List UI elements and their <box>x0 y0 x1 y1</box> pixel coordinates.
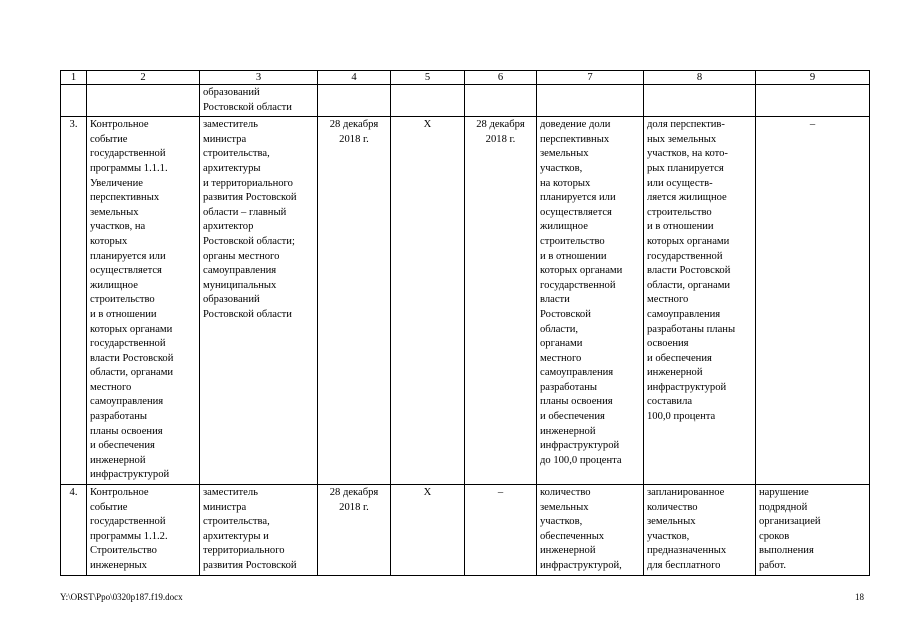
header-cell: 8 <box>644 71 756 85</box>
cell-text-line: – <box>809 119 816 131</box>
table-cell-2 <box>87 485 200 576</box>
cell-text-line: области – главный <box>203 206 287 218</box>
column-number-row <box>61 71 870 85</box>
file-path-footer: Y:\ORST\Ppo\0320p187.f19.docx <box>60 592 183 602</box>
cell-text-line: и обеспечения <box>647 352 712 364</box>
cell-text-line: министра <box>203 133 247 145</box>
cell-text-line: инженерной <box>540 545 596 557</box>
cell-text-line: обеспеченных <box>540 530 605 542</box>
cell-text-line: органами <box>540 338 583 350</box>
cell-text-line: ных земельных <box>647 133 717 145</box>
cell-text-line: на которых <box>540 177 591 189</box>
cell-text-line: власти <box>540 294 570 306</box>
cell-text-line: государственной <box>90 338 166 350</box>
cell-text-line: заместитель <box>203 487 259 499</box>
cell-text-line: событие <box>90 133 128 145</box>
cell-text-line: Ростовской области; <box>203 235 295 247</box>
cell-text-line: государственной <box>647 250 723 262</box>
header-cell: 2 <box>87 71 200 85</box>
table-body <box>61 71 870 576</box>
cell-text-line: планы освоения <box>540 396 613 408</box>
table-row <box>61 485 870 576</box>
cell-text-line: местного <box>90 381 132 393</box>
cell-text-line: Строительство <box>90 545 157 557</box>
table-cell-3 <box>200 485 318 576</box>
cell-text-line: самоуправления <box>647 308 721 320</box>
cell-text-line: 28 декабря <box>476 119 525 131</box>
cell-text-line: программы 1.1.2. <box>90 530 168 542</box>
header-cell: 7 <box>537 71 644 85</box>
cell-text-line: доведение доли <box>540 119 611 131</box>
cell-text-line: 2018 г. <box>485 133 516 145</box>
table-cell-4 <box>318 485 391 576</box>
cell-text-line: жилищное <box>90 279 138 291</box>
cell-text-line: инфраструктурой <box>90 469 170 481</box>
cell-text-line: 2018 г. <box>339 501 369 513</box>
cell-text-line: заместитель <box>203 119 259 131</box>
cell-text-line: самоуправления <box>203 265 277 277</box>
cell-text-line: образований <box>203 294 260 306</box>
cell-text-line: и в отношении <box>540 250 607 262</box>
cell-text-line: муниципальных <box>203 279 277 291</box>
table-cell-2 <box>87 117 200 485</box>
cell-text-line: 28 декабря <box>329 119 379 131</box>
cell-text-line: развития Ростовской <box>203 560 297 571</box>
cell-text-line: выполнения <box>759 545 814 557</box>
header-cell: 5 <box>391 71 465 85</box>
cell-text-line: участков, <box>647 530 690 542</box>
cell-text-line: 3. <box>69 119 78 131</box>
cell-text-line: Увеличение <box>90 177 143 189</box>
table-cell-6 <box>465 485 537 576</box>
cell-text-line: местного <box>540 352 582 364</box>
cell-text-line: запланированное <box>647 487 725 499</box>
cell-text-line: осуществляется <box>90 265 162 277</box>
cell-text-line: земельных <box>540 501 589 513</box>
cell-text-line: инженерной <box>647 367 703 379</box>
table-cell-5 <box>391 85 465 117</box>
cell-text-line: количество <box>647 501 698 513</box>
cell-text-line: и в отношении <box>647 221 714 233</box>
cell-text-line: развития Ростовской <box>203 192 297 204</box>
cell-text-line: земельных <box>647 516 696 528</box>
cell-text-line: разработаны <box>540 381 597 393</box>
cell-text-line: архитектуры <box>203 162 261 174</box>
cell-text-line: строительство <box>647 206 712 218</box>
cell-text-line: земельных <box>540 148 589 160</box>
cell-text-line: – <box>497 487 504 499</box>
cell-text-line: перспективных <box>540 133 610 145</box>
cell-text-line: области, органами <box>90 367 174 379</box>
header-cell: 4 <box>318 71 391 85</box>
cell-text-line: строительства, <box>203 516 270 528</box>
cell-text-line: и обеспечения <box>90 440 155 452</box>
cell-text-line: которых органами <box>540 265 623 277</box>
cell-text-line: строительство <box>540 235 605 247</box>
cell-text-line: для бесплатного <box>647 560 721 571</box>
cell-text-line: самоуправления <box>540 367 614 379</box>
table-cell-6 <box>465 85 537 117</box>
cell-text-line: власти Ростовской <box>90 352 174 364</box>
cell-text-line: органы местного <box>203 250 280 262</box>
cell-text-line: территориального <box>203 545 285 557</box>
table-cell-7 <box>537 485 644 576</box>
cell-text-line: инженерной <box>540 425 596 437</box>
cell-text-line: участков, <box>540 162 583 174</box>
cell-text-line: инфраструктурой <box>540 440 620 452</box>
cell-text-line: области, органами <box>647 279 731 291</box>
cell-text-line: архитектор <box>203 221 254 233</box>
cell-text-line: участков, на <box>90 221 146 233</box>
table-cell-1 <box>61 117 87 485</box>
table-cell-8 <box>644 85 756 117</box>
cell-text-line: инфраструктурой <box>647 381 727 393</box>
cell-text-line: событие <box>90 501 128 513</box>
cell-text-line: доля перспектив- <box>647 119 725 131</box>
cell-text-line: и территориального <box>203 177 293 189</box>
cell-text-line: самоуправления <box>90 396 164 408</box>
table-cell-6 <box>465 117 537 485</box>
cell-text-line: разработаны планы <box>647 323 736 335</box>
cell-text-line: местного <box>647 294 689 306</box>
cell-text-line: рых планируется <box>647 162 724 174</box>
table-cell-2 <box>87 85 200 117</box>
cell-text-line: строительства, <box>203 148 270 160</box>
table-cell-9 <box>756 85 870 117</box>
report-table <box>60 70 870 576</box>
cell-text-line: планируется или <box>90 250 166 262</box>
cell-text-line: Контрольное <box>90 119 149 131</box>
cell-text-line: области, <box>540 323 579 335</box>
cell-text-line: освоения <box>647 338 689 350</box>
table-row <box>61 117 870 485</box>
cell-text-line: составила <box>647 396 693 408</box>
header-cell: 3 <box>200 71 318 85</box>
cell-text-line: программы 1.1.1. <box>90 162 168 174</box>
cell-text-line: планы освоения <box>90 425 163 437</box>
table-cell-9 <box>756 485 870 576</box>
header-cell: 1 <box>61 71 87 85</box>
table-cell-8 <box>644 117 756 485</box>
cell-text-line: Ростовской области <box>203 101 292 113</box>
cell-text-line: перспективных <box>90 192 160 204</box>
cell-text-line: до 100,0 процента <box>540 454 622 466</box>
cell-text-line: жилищное <box>540 221 588 233</box>
cell-text-line: инженерных <box>90 560 147 571</box>
table-cell-9 <box>756 117 870 485</box>
cell-text-line: Ростовской <box>540 308 591 320</box>
header-cell: 6 <box>465 71 537 85</box>
cell-text-line: государственной <box>90 516 166 528</box>
cell-text-line: министра <box>203 501 247 513</box>
cell-text-line: нарушение <box>759 487 809 499</box>
cell-text-line: организацией <box>759 516 821 528</box>
cell-text-line: которых органами <box>647 235 730 247</box>
cell-text-line: осуществляется <box>540 206 612 218</box>
cell-text-line: Х <box>423 119 432 131</box>
cell-text-line: участков, на кото- <box>647 148 728 160</box>
cell-text-line: Ростовской области <box>203 308 292 320</box>
table-cell-3 <box>200 117 318 485</box>
cell-text-line: государственной <box>90 148 166 160</box>
cell-text-line: предназначенных <box>647 545 727 557</box>
table-cell-3 <box>200 85 318 117</box>
cell-text-line: Контрольное <box>90 487 149 499</box>
table-cell-7 <box>537 85 644 117</box>
cell-text-line: земельных <box>90 206 139 218</box>
table-cell-1 <box>61 85 87 117</box>
cell-text-line: подрядной <box>759 501 808 513</box>
header-cell: 9 <box>756 71 870 85</box>
cell-text-line: и обеспечения <box>540 411 605 423</box>
cell-text-line: 4. <box>69 487 78 499</box>
cell-text-line: 100,0 процента <box>647 411 716 423</box>
cell-text-line: работ. <box>759 560 787 571</box>
table-cell-5 <box>391 117 465 485</box>
cell-text-line: или осуществ- <box>647 177 713 189</box>
table-cell-4 <box>318 117 391 485</box>
cell-text-line: власти Ростовской <box>647 265 731 277</box>
cell-text-line: и в отношении <box>90 308 157 320</box>
cell-text-line: планируется или <box>540 192 616 204</box>
table-cell-7 <box>537 117 644 485</box>
cell-text-line: государственной <box>540 279 616 291</box>
cell-text-line: которых <box>90 235 128 247</box>
cell-text-line: Х <box>423 487 432 499</box>
cell-text-line: ляется жилищное <box>647 192 727 204</box>
table-cell-8 <box>644 485 756 576</box>
cell-text-line: 2018 г. <box>339 133 369 145</box>
cell-text-line: архитектуры и <box>203 530 269 542</box>
cell-text-line: разработаны <box>90 411 147 423</box>
cell-text-line: количество <box>540 487 591 499</box>
cell-text-line: участков, <box>540 516 583 528</box>
page-number: 18 <box>855 592 864 602</box>
table-cell-4 <box>318 85 391 117</box>
cell-text-line: 28 декабря <box>329 487 379 499</box>
cell-text-line: сроков <box>759 530 790 542</box>
cell-text-line: строительство <box>90 294 155 306</box>
table-cell-1 <box>61 485 87 576</box>
cell-text-line: которых органами <box>90 323 173 335</box>
table-row <box>61 85 870 117</box>
cell-text-line: инженерной <box>90 454 146 466</box>
table-cell-5 <box>391 485 465 576</box>
cell-text-line: инфраструктурой, <box>540 560 622 571</box>
cell-text-line: образований <box>203 87 260 98</box>
